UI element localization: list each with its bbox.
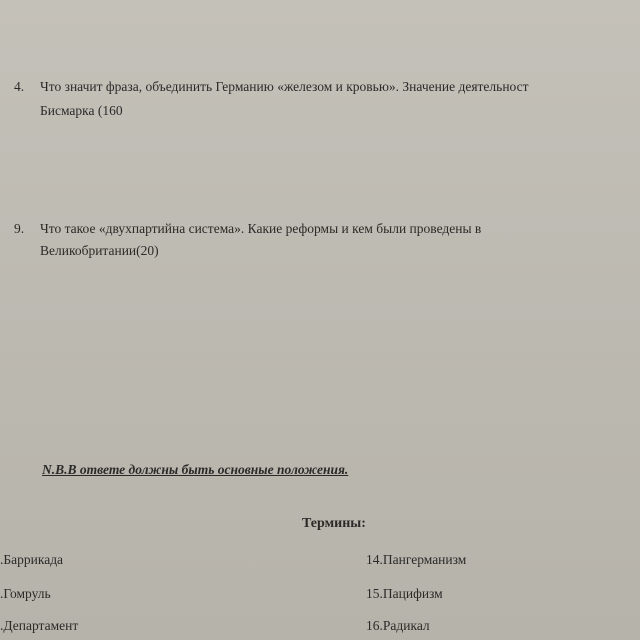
question-item xyxy=(0,220,640,264)
question-text: Что значит фраза, объединить Германию «железом и кровью». Значение деятельност xyxy=(40,79,529,94)
term-item: 15.Пацифизм xyxy=(366,586,443,601)
term-item: .Баррикада xyxy=(0,552,64,567)
answer-note: N.B.В ответе должны быть основные положения. xyxy=(42,462,349,477)
term-item: 16.Радикал xyxy=(366,618,430,633)
question-number: 4. xyxy=(14,79,25,94)
question-text-continuation: Бисмарка (160 xyxy=(40,103,123,118)
question-text: Что такое «двухпартийна система». Какие реформы и кем были проведены в xyxy=(40,221,482,236)
question-number: 9. xyxy=(14,221,25,236)
term-item: .Департамент xyxy=(0,618,79,633)
question-item xyxy=(0,78,640,122)
term-item: 14.Пангерманизм xyxy=(366,552,467,567)
terms-heading: Термины: xyxy=(302,516,366,531)
term-item: .Гомруль xyxy=(0,586,51,601)
question-text-continuation: Великобритании(20) xyxy=(40,243,159,258)
